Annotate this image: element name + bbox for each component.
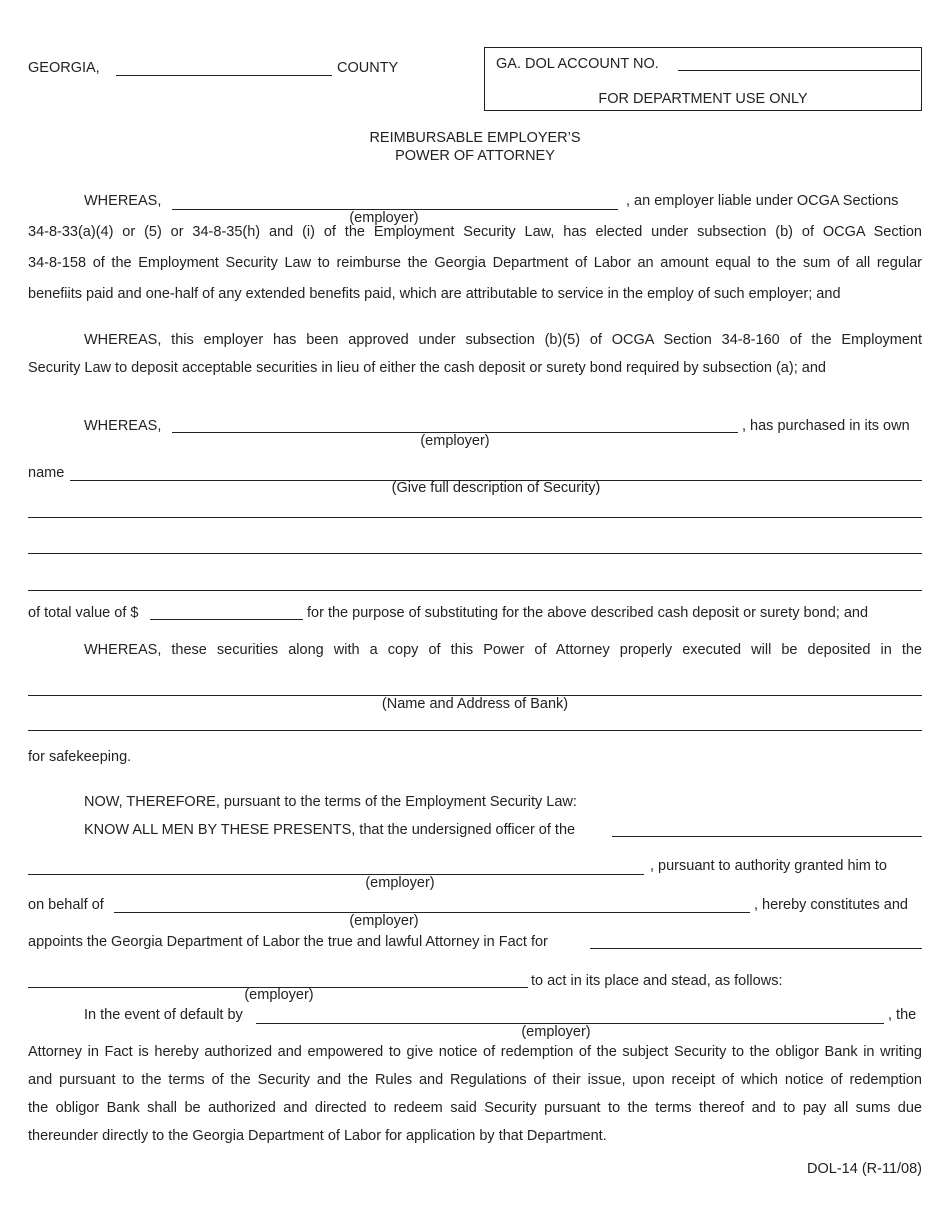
behalf-tail: , hereby constitutes and — [754, 897, 908, 913]
whereas2-line1: WHEREAS, this employer has been approved under subsection (b)(5) of OCGA Section 34-8-160 of the Employment — [84, 332, 922, 348]
safekeeping-text: for safekeeping. — [28, 749, 132, 765]
default-lead: In the event of default by — [84, 1007, 243, 1023]
name-label: name — [28, 465, 65, 481]
employer-caption-5: (employer) — [244, 987, 314, 1003]
whereas1-tail: , an employer liable under OCGA Sections — [626, 193, 899, 209]
title-line1: REIMBURSABLE EMPLOYER’S — [369, 130, 581, 146]
total-value-field[interactable] — [150, 619, 303, 620]
employer-caption-3: (employer) — [365, 875, 435, 891]
security-description-field-2[interactable] — [28, 517, 922, 518]
bank-caption: (Name and Address of Bank) — [381, 696, 569, 712]
final-line3: the obligor Bank shall be authorized and directed to redeem said Security pursuant to the terms thereof and to pay all sums due — [28, 1100, 922, 1116]
appoints-text: appoints the Georgia Department of Labor the true and lawful Attorney in Fact for — [28, 934, 548, 950]
employer-caption-6: (employer) — [521, 1024, 591, 1040]
whereas1-lead: WHEREAS, — [84, 193, 162, 209]
account-label: GA. DOL ACCOUNT NO. — [496, 56, 659, 72]
employer-caption-2: (employer) — [420, 433, 490, 449]
account-number-field[interactable] — [678, 70, 920, 71]
officer-employer-field[interactable] — [612, 836, 922, 837]
value-tail: for the purpose of substituting for the above described cash deposit or surety bond; and — [307, 605, 869, 621]
form-id: DOL-14 (R-11/08) — [807, 1161, 922, 1177]
whereas1-line2: 34-8-33(a)(4) or (5) or 34-8-35(h) and (i) of the Employment Security Law, has elected under subsection (b) of OCGA Section — [28, 224, 922, 240]
whereas2-line2: Security Law to deposit acceptable securities in lieu of either the cash deposit or surety bond required by subsection (a); and — [28, 360, 826, 376]
security-caption: (Give full description of Security) — [391, 480, 601, 496]
behalf-lead: on behalf of — [28, 897, 104, 913]
final-line4: thereunder directly to the Georgia Department of Labor for application by that Department. — [28, 1128, 607, 1144]
stead-tail: to act in its place and stead, as follows: — [531, 973, 783, 989]
final-line2: and pursuant to the terms of the Security and the Rules and Regulations of their issue, upon receipt of which notice of redemption — [28, 1072, 922, 1088]
value-lead: of total value of $ — [28, 605, 139, 621]
employer-field-3[interactable] — [28, 874, 644, 875]
employer-caption-4: (employer) — [349, 913, 419, 929]
therefore-line1: NOW, THEREFORE, pursuant to the terms of the Employment Security Law: — [84, 794, 577, 810]
whereas1-line3: 34-8-158 of the Employment Security Law to reimburse the Georgia Department of Labor an amount equal to the sum of all regular — [28, 255, 922, 271]
whereas4-line1: WHEREAS, these securities along with a copy of this Power of Attorney properly executed will be deposited in the — [84, 642, 922, 658]
attorney-for-field[interactable] — [590, 948, 922, 949]
final-line1: Attorney in Fact is hereby authorized and empowered to give notice of redemption of the subject Security to the obligor Bank in writing — [28, 1044, 922, 1060]
security-description-field-3[interactable] — [28, 553, 922, 554]
default-tail: , the — [888, 1007, 917, 1023]
employer-caption-1: (employer) — [349, 210, 419, 226]
whereas3-lead: WHEREAS, — [84, 418, 162, 434]
whereas3-tail: , has purchased in its own — [742, 418, 910, 434]
county-label: COUNTY — [337, 60, 399, 76]
bank-field-2[interactable] — [28, 730, 922, 731]
whereas1-line4: benefiits paid and one-half of any extended benefits paid, which are attributable to service in the employ of such employer; and — [28, 286, 841, 302]
authority-tail: , pursuant to authority granted him to — [650, 858, 887, 874]
employer-field-4[interactable] — [114, 912, 750, 913]
therefore-line2: KNOW ALL MEN BY THESE PRESENTS, that the undersigned officer of the — [84, 822, 576, 838]
title-line2: POWER OF ATTORNEY — [395, 148, 555, 164]
security-description-field-4[interactable] — [28, 590, 922, 591]
department-use-label: FOR DEPARTMENT USE ONLY — [598, 91, 808, 107]
county-field[interactable] — [116, 75, 332, 76]
georgia-label: GEORGIA, — [28, 60, 100, 76]
